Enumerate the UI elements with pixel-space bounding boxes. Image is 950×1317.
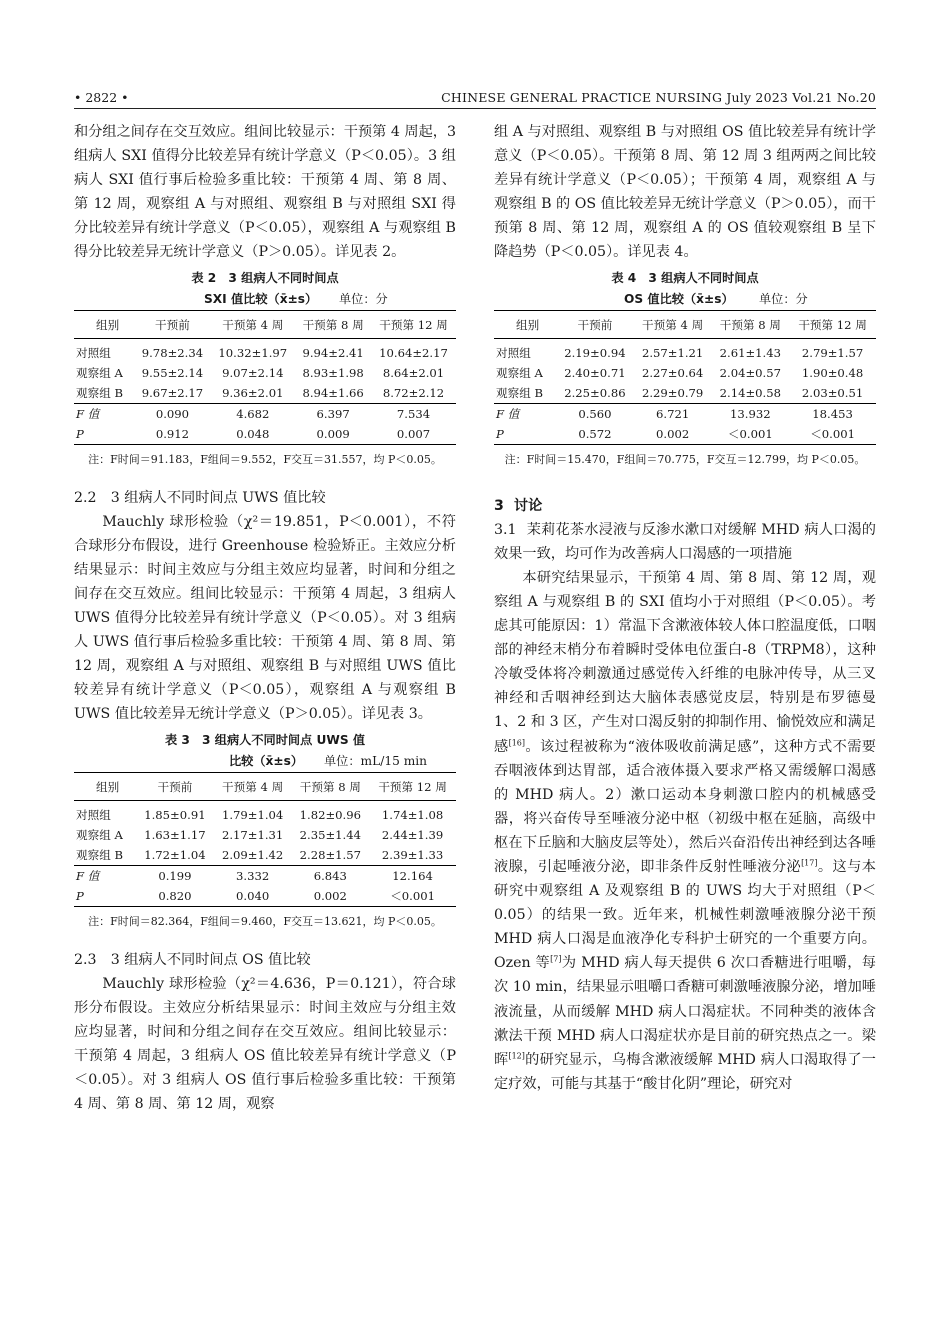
table-cell: 1.82±0.96 [299,807,361,822]
table-cell: 8.64±2.01 [382,365,445,380]
table-cell: 9.94±2.41 [302,345,364,360]
table-cell: P [496,426,504,441]
right-paragraph-2a: 本研究结果显示，干预第 4 周、第 8 周、第 12 周，观察组 A 与观察组 B 的 SXI 值均小于对照组（P＜0.05）。考虑其可能原因：1）常温下含漱液体较人体口腔温度低，口咽部的神经末梢分布着瞬时受体电位蛋白-8（TRPM8），这种冷敏受体将冷刺激通过感觉传入纤维的电脉冲传导，从三叉神经和舌咽神经到达大脑体表感觉皮层，特别是布罗德曼 1、2 和 3 区，产生对口渴反射的抑制作用、愉悦效应和满足感 [494,569,876,755]
table-cell: 0.912 [155,426,190,441]
table-cell: 0.040 [236,888,270,903]
table-cell: P [76,426,84,441]
table-cell: 8.72±2.12 [382,385,445,400]
table-cell: 2.14±0.58 [719,385,781,400]
table-2-subtitle: SXI 值比较（x̄±s） [204,291,318,306]
table-header-cell: 干预前 [157,779,193,794]
table-2-grid [74,310,456,445]
table-cell: 2.04±0.57 [719,365,781,380]
table-cell: ＜0.001 [810,426,855,441]
table-row [74,383,456,404]
right-paragraph-2 [494,566,876,1096]
table-cell: 0.007 [396,426,431,441]
table-cell: 0.048 [236,426,270,441]
table-cell: 观察组 B [76,847,123,862]
table-cell: 2.09±1.42 [221,847,284,862]
table-cell: 2.19±0.94 [564,345,626,360]
table-cell: 7.534 [396,406,431,421]
table-row [494,424,876,445]
table-cell: 1.72±1.04 [144,847,206,862]
table-cell: 10.64±2.17 [379,345,448,360]
table-3-grid [74,772,456,907]
table-header-cell: 干预第 12 周 [378,779,447,794]
table-cell: 4.682 [236,406,270,421]
table-cell: 1.85±0.91 [144,807,206,822]
table-cell: F 值 [76,868,100,883]
table-cell: 2.39±1.33 [381,847,444,862]
table-4-grid [494,310,876,445]
journal-info: CHINESE GENERAL PRACTICE NURSING July 2023 Vol.21 No.20 [441,90,876,105]
table-header-cell: 干预第 4 周 [642,317,704,332]
table-4 [494,269,876,468]
table-cell: 0.002 [313,888,347,903]
table-3-subtitle: 比较（x̄±s） [229,753,304,768]
table-2 [74,269,456,468]
table-cell: 8.93±1.98 [302,365,364,380]
citation-16: [16] [508,737,526,747]
section-3-1-label: 茉莉花茶水浸液与反渗水漱口对缓解 MHD 病人口渴的效果一致，均可作为改善病人口渴感的一项措施 [494,521,876,562]
table-cell: 观察组 A [76,365,123,380]
table-row [74,403,456,424]
table-cell: 观察组 A [76,827,123,842]
table-cell: 9.07±2.14 [222,365,284,380]
table-header-cell: 干预第 4 周 [222,317,284,332]
right-paragraph-1: 组 A 与对照组、观察组 B 与对照组 OS 值比较差异有统计学意义（P＜0.05）。干预第 8 周、第 12 周 3 组两两之间比较差异有统计学意义（P＜0.05）；干预第 4 周，观察组 A 与观察组 B 的 OS 值比较差异无统计学意义（P＞0.05），而干预第 8 周、第 12 周，观察组 A 的 OS 值较观察组 B 呈下降趋势（P＜0.05）。详见表 4。 [494,124,876,261]
table-3-unit: 单位：mL/15 min [324,753,428,768]
table-cell: 2.35±1.44 [299,827,361,842]
citation-12: [12] [508,1050,525,1060]
table-4-unit: 单位：分 [759,291,808,306]
table-header-cell: 干预第 8 周 [299,779,361,794]
citation-7: [7] [550,954,562,964]
table-cell: 对照组 [496,345,531,360]
table-row [74,424,456,445]
table-2-unit: 单位：分 [339,291,388,306]
table-cell: 18.453 [812,406,853,421]
table-cell: 1.74±1.08 [381,807,444,822]
table-cell: 0.002 [656,426,690,441]
table-row [74,338,456,363]
table-header-cell: 干预第 4 周 [222,779,284,794]
table-row [494,403,876,424]
table-header-cell: 干预第 8 周 [302,317,364,332]
table-cell: 观察组 B [496,385,543,400]
table-cell: 8.94±1.66 [302,385,364,400]
table-cell: 对照组 [76,807,111,822]
section-3-1-number: 3.1 [494,521,517,538]
table-cell: ＜0.001 [390,888,435,903]
section-2-3-title: 2.3 3 组病人不同时间点 OS 值比较 [74,951,311,968]
right-paragraph-2c: 。这与本研究中观察组 A 及观察组 B 的 UWS 均大于对照组（P＜0.05）的结果一致。近年来，机械性刺激唾液腺分泌干预 MHD 病人口渴是血液净化专科护士研究的一个重要方向。Ozen 等 [494,858,876,972]
table-cell: 0.090 [155,406,190,421]
section-3-title [494,494,876,518]
table-row [74,363,456,383]
right-column [494,120,876,1096]
table-cell: 2.57±1.21 [641,345,704,360]
table-header-cell: 组别 [516,317,540,332]
table-row [494,363,876,383]
table-2-note: 注：F时间＝91.183，F组间＝9.552，F交互＝31.557，均 P＜0.05。 [88,452,442,466]
table-cell: 9.78±2.34 [141,345,204,360]
table-header-cell: 干预第 8 周 [719,317,781,332]
table-cell: P [76,888,84,903]
table-cell: 0.199 [158,868,192,883]
table-cell: 2.17±1.31 [221,827,284,842]
table-4-subtitle: OS 值比较（x̄±s） [624,291,734,306]
table-cell: 0.560 [578,406,612,421]
left-column [74,120,456,1116]
table-cell: 9.67±2.17 [141,385,204,400]
table-cell: 2.29±0.79 [641,385,704,400]
table-cell: 对照组 [76,345,111,360]
table-cell: 2.79±1.57 [801,345,864,360]
table-cell: 2.03±0.51 [801,385,864,400]
table-cell: 1.63±1.17 [144,827,206,842]
table-cell: 9.36±2.01 [222,385,284,400]
section-3-number: 3 [494,497,504,514]
citation-17: [17] [801,858,818,868]
table-header-cell: 干预前 [155,317,190,332]
table-cell: 0.820 [158,888,192,903]
table-cell: 1.90±0.48 [801,365,864,380]
right-paragraph-2e: 的研究显示，乌梅含漱液缓解 MHD 病人口渴取得了一定疗效，可能与其基于“酸甘化阴”理论，研究对 [494,1051,876,1092]
table-cell: 2.61±1.43 [719,345,781,360]
table-cell: 6.397 [316,406,350,421]
table-row [74,865,456,886]
table-cell: 12.164 [392,868,433,883]
table-row [494,383,876,404]
table-cell: 2.28±1.57 [299,847,361,862]
table-cell: 3.332 [236,868,270,883]
right-paragraph-2d: 为 MHD 病人每天提供 6 次口香糖进行咀嚼，每次 10 min，结果显示咀嚼口香糖可刺激唾液腺分泌，增加唾液流量，从而缓解 MHD 病人口渴症状。不同种类的液体含漱法干预 MHD 病人口渴症状亦是目前的研究热点之一。梁晖 [494,955,876,1068]
page-number: • 2822 • [74,90,129,105]
table-header-cell: 组别 [96,317,120,332]
table-cell: 2.44±1.39 [381,827,444,842]
table-row [74,886,456,907]
left-paragraph-1: 和分组之间存在交互效应。组间比较显示：干预第 4 周起，3 组病人 SXI 值得分比较差异有统计学意义（P＜0.05）。3 组病人 SXI 值行事后检验多重比较：干预第 4 周、第 8 周、第 12 周，观察组 A 与对照组、观察组 B 与对照组 SXI 得分比较差异有统计学意义（P＜0.05），观察组 A 与观察组 B 得分比较差异无统计学意义（P＞0.05）。详见表 2。 [74,124,456,261]
table-2-title: 表 2 3 组病人不同时间点 [191,270,339,285]
page-header [74,86,876,109]
table-cell: 0.009 [316,426,350,441]
table-cell: 10.32±1.97 [218,345,288,360]
table-cell: 2.40±0.71 [564,365,626,380]
table-cell: 2.27±0.64 [641,365,704,380]
table-cell: ＜0.001 [727,426,773,441]
table-row [494,338,876,363]
table-cell: 2.25±0.86 [564,385,626,400]
table-row [74,845,456,866]
table-4-title: 表 4 3 组病人不同时间点 [611,270,759,285]
table-cell: F 值 [496,406,520,421]
table-cell: F 值 [76,406,100,421]
table-header-cell: 干预第 12 周 [379,317,448,332]
table-header-cell: 干预第 12 周 [798,317,867,332]
table-4-note: 注：F时间＝15.470，F组间＝70.775，F交互＝12.799，均 P＜0.05。 [504,452,866,466]
table-cell: 9.55±2.14 [141,365,204,380]
table-cell: 观察组 A [496,365,543,380]
table-3-note: 注：F时间＝82.364，F组间＝9.460，F交互＝13.621，均 P＜0.05。 [88,914,442,928]
section-3-label: 讨论 [513,497,543,514]
right-paragraph-2b: 。该过程被称为“液体吸收前满足感”，这种方式不需要吞咽液体到达胃部，适合液体摄入要求严格又需缓解口渴感的 MHD 病人。2）漱口运动本身刺激口腔内的机械感受器，将兴奋传导至唾液分泌中枢（初级中枢在延脑，高级中枢在下丘脑和大脑皮层等处），然后兴奋沿传出神经到达各唾液腺，引起唾液分泌，即非条件反射性唾液分泌 [494,738,876,875]
table-cell: 1.79±1.04 [221,807,284,822]
table-row [74,825,456,845]
table-cell: 13.932 [730,406,771,421]
table-header-cell: 组别 [96,779,120,794]
left-paragraph-3: Mauchly 球形检验（χ²＝4.636，P＝0.121），符合球形分布假设。主效应分析结果显示：时间主效应与分组主效应均显著，时间和分组之间存在交互效应。组间比较显示：干预第 4 周起，3 组病人 OS 值比较差异有统计学意义（P＜0.05）。对 3 组病人 OS 值行事后检验多重比较：干预第 4 周、第 8 周、第 12 周，观察 [74,975,456,1113]
section-2-2-title: 2.2 3 组病人不同时间点 UWS 值比较 [74,489,326,506]
table-cell: 6.721 [656,406,690,421]
table-cell: 0.572 [578,426,612,441]
table-3-title: 表 3 3 组病人不同时间点 UWS 值 [164,732,366,747]
table-3 [74,731,456,930]
table-row [74,800,456,825]
table-header-cell: 干预前 [577,317,613,332]
section-3-1-title [494,518,876,566]
left-paragraph-2: Mauchly 球形检验（χ²＝19.851，P＜0.001），不符合球形分布假设，进行 Greenhouse 检验矫正。主效应分析结果显示：时间主效应与分组主效应均显著，时间和分组之间存在交互效应。组间比较显示：干预第 4 周起，3 组病人 UWS 值得分比较差异有统计学意义（P＜0.05）。对 3 组病人 UWS 值行事后检验多重比较：干预第 4 周、第 8 周、第 12 周，观察组 A 与对照组、观察组 B 与对照组 UWS 值比较差异有统计学意义（P＜0.05），观察组 A 与观察组 B UWS 值比较差异无统计学意义（P＞0.05）。详见表 3。 [74,513,456,723]
table-cell: 6.843 [313,868,347,883]
table-cell: 观察组 B [76,385,123,400]
